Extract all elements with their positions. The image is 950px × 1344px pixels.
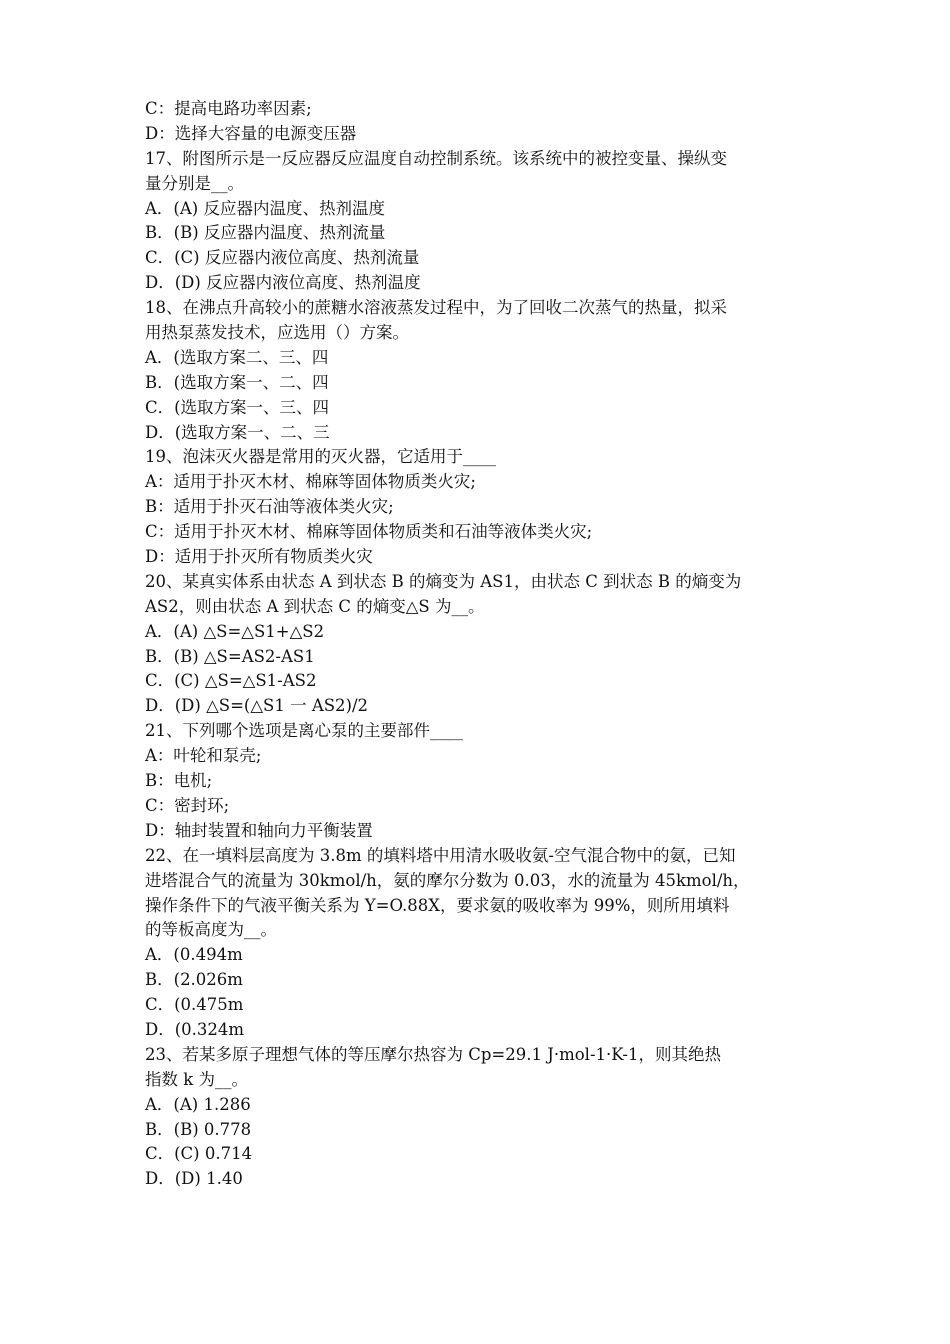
q17-option-a: A．(A) 反应器内温度、热剂温度 bbox=[145, 198, 385, 218]
question-22-line-2: 进塔混合气的流量为 30kmol/h，氨的摩尔分数为 0.03，水的流量为 45kmol/h， bbox=[145, 870, 750, 890]
option-c-line: C：提高电路功率因素; bbox=[145, 99, 312, 118]
q21-option-a: A：叶轮和泵壳; bbox=[145, 746, 262, 766]
question-17-line-1: 17、附图所示是一反应器反应温度自动控制系统。该系统中的被控变量、操纵变 bbox=[145, 148, 727, 168]
q19-option-d: D：适用于扑灭所有物质类火灾 bbox=[145, 547, 373, 567]
q23-option-c: C．(C) 0.714 bbox=[145, 1144, 253, 1164]
q21-option-c: C：密封环; bbox=[145, 795, 230, 815]
q22-option-a: A．(0.494m bbox=[145, 945, 243, 965]
option-d-line: D：选择大容量的电源变压器 bbox=[145, 123, 357, 143]
question-17-line-2: 量分别是__。 bbox=[145, 173, 244, 193]
q20-option-a: A．(A) △S=△S1+△S2 bbox=[145, 621, 325, 641]
question-23-line-2: 指数 k 为__。 bbox=[145, 1069, 248, 1089]
question-22-line-1: 22、在一填料层高度为 3.8m 的填料塔中用清水吸收氨-空气混合物中的氨，已知 bbox=[145, 845, 736, 865]
question-20-line-2: AS2，则由状态 A 到状态 C 的熵变△S 为__。 bbox=[145, 596, 485, 616]
q18-option-a: A．(选取方案二、三、四 bbox=[145, 347, 329, 367]
question-19-line: 19、泡沫灭火器是常用的灭火器，它适用于____ bbox=[145, 447, 496, 467]
q22-option-c: C．(0.475m bbox=[145, 995, 244, 1015]
question-20-line-1: 20、某真实体系由状态 A 到状态 B 的熵变为 AS1，由状态 C 到状态 B 的熵变为 bbox=[145, 571, 742, 591]
question-18-line-1: 18、在沸点升高较小的蔗糖水溶液蒸发过程中，为了回收二次蒸气的热量，拟采 bbox=[145, 298, 727, 318]
q17-option-c: C．(C) 反应器内液位高度、热剂流量 bbox=[145, 248, 420, 268]
q18-option-d: D．(选取方案一、二、三 bbox=[145, 422, 330, 442]
q18-option-c: C．(选取方案一、三、四 bbox=[145, 397, 330, 417]
q23-option-b: B．(B) 0.778 bbox=[145, 1119, 252, 1139]
q21-option-b: B：电机; bbox=[145, 771, 213, 791]
q20-option-b: B．(B) △S=AS2-AS1 bbox=[145, 646, 315, 666]
q22-option-d: D．(0.324m bbox=[145, 1019, 245, 1039]
q19-option-b: B：适用于扑灭石油等液体类火灾; bbox=[145, 497, 394, 517]
question-23-line-1: 23、若某多原子理想气体的等压摩尔热容为 Cp=29.1 J·mol-1·K-1，则其绝热 bbox=[145, 1044, 721, 1064]
question-21-line: 21、下列哪个选项是离心泵的主要部件____ bbox=[145, 721, 463, 741]
question-22-line-4: 的等板高度为__。 bbox=[145, 920, 277, 940]
q23-option-d: D．(D) 1.40 bbox=[145, 1169, 243, 1189]
q17-option-b: B．(B) 反应器内温度、热剂流量 bbox=[145, 223, 386, 243]
q23-option-a: A．(A) 1.286 bbox=[145, 1094, 251, 1114]
q18-option-b: B．(选取方案一、二、四 bbox=[145, 372, 329, 392]
document-page bbox=[145, 97, 810, 1192]
q17-option-d: D．(D) 反应器内液位高度、热剂温度 bbox=[145, 273, 421, 293]
q20-option-c: C．(C) △S=△S1-AS2 bbox=[145, 671, 317, 691]
q20-option-d: D．(D) △S=(△S1 一 AS2)/2 bbox=[145, 696, 369, 716]
q22-option-b: B．(2.026m bbox=[145, 970, 243, 990]
q19-option-c: C：适用于扑灭木材、棉麻等固体物质类和石油等液体类火灾; bbox=[145, 522, 593, 542]
q21-option-d: D：轴封装置和轴向力平衡装置 bbox=[145, 820, 373, 840]
question-22-line-3: 操作条件下的气液平衡关系为 Y=O.88X，要求氨的吸收率为 99%，则所用填料 bbox=[145, 895, 730, 915]
q19-option-a: A：适用于扑灭木材、棉麻等固体物质类火灾; bbox=[145, 472, 476, 492]
question-18-line-2: 用热泵蒸发技术，应选用（）方案。 bbox=[145, 323, 409, 343]
